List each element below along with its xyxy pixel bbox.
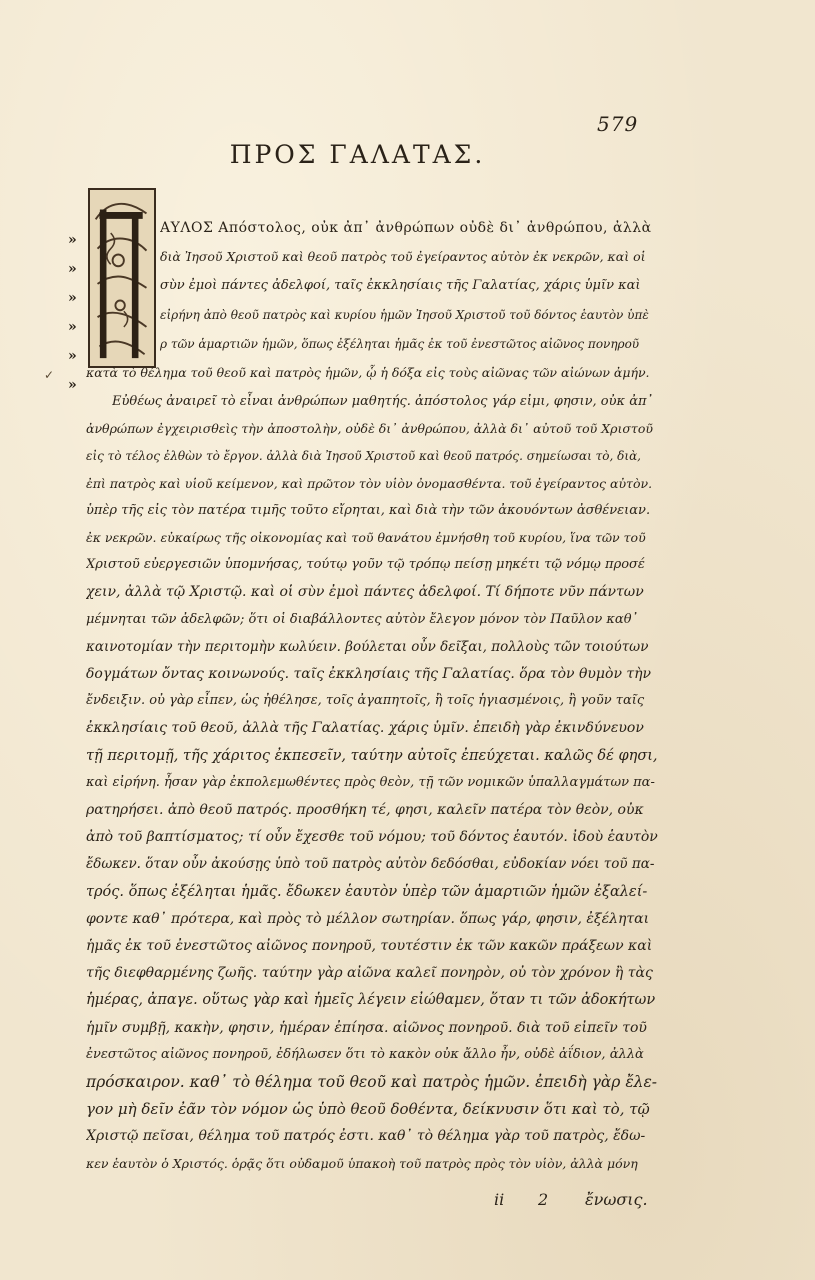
text-line: κατὰ τὸ θέλημα τοῦ θεοῦ καὶ πατρὸς ἡμῶν, ᾧ ἡ δόξα εἰς τοὺς αἰῶνας τῶν αἰώνων ἀμήν. [86,365,650,380]
text-line: ΑΥΛΟΣ Απόστολος, οὐκ ἀπ᾽ ἀνθρώπων οὐδὲ δι᾽ ἀνθρώπου, ἀλλὰ [160,220,652,236]
text-line: ἀνθρώπων ἐγχειρισθεὶς τὴν ἀποστολὴν, οὐδὲ δι᾽ ἀνθρώπου, ἀλλὰ δι᾽ αὐτοῦ τοῦ Χριστοῦ [86,421,653,437]
catchword: ἔνωσις. [585,1190,648,1209]
text-line: μέμνηται τῶν ἀδελφῶν; ὅτι οἱ διαβάλλοντες αὐτὸν ἔλεγον μόνον τὸν Παῦλον καθ᾽ [86,611,639,627]
text-line: ὑπὲρ τῆς εἰς τὸν πατέρα τιμῆς τοῦτο εἴρηται, καὶ διὰ τὴν τῶν ἀκουόντων ἀσθένειαν. [86,502,651,518]
text-line: τῇ περιτομῇ, τῆς χάριτος ἐκπεσεῖν, ταύτην αὐτοῖς ἐπεύχεται. καλῶς δέ φησι, [86,747,658,764]
text-line: τρός. ὅπως ἐξέληται ἡμᾶς. ἔδωκεν ἑαυτὸν ὑπὲρ τῶν ἁμαρτιῶν ἡμῶν ἐξαλεί- [86,883,648,900]
text-line: εἰρήνη ἀπὸ θεοῦ πατρὸς καὶ κυρίου ἡμῶν Ἰησοῦ Χριστοῦ τοῦ δόντος ἑαυτὸν ὑπὲ [160,308,649,322]
text-line: ἡμῖν συμβῇ, κακὴν, φησιν, ἡμέραν ἐπίησα. αἰῶνος πονηροῦ. διὰ τοῦ εἰπεῖν τοῦ [86,1019,647,1036]
text-line: ἐνεστῶτος αἰῶνος πονηροῦ, ἐδήλωσεν ὅτι τὸ κακὸν οὐκ ἄλλο ἦν, οὐδὲ ἀΐδιον, ἀλλὰ [86,1046,644,1062]
text-line: δογμάτων ὄντας κοινωνούς. ταῖς ἐκκλησίαις τῆς Γαλατίας. ὅρα τὸν θυμὸν τὴν [86,666,652,682]
text-line: φοντε καθ᾽ πρότερα, καὶ πρὸς τὸ μέλλον σωτηρίαν. ὅπως γάρ, φησιν, ἐξέληται [86,910,650,927]
text-line: Εὐθέως ἀναιρεῖ τὸ εἶναι ἀνθρώπων μαθητής. ἀπόστολος γάρ εἰμι, φησιν, οὐκ ἀπ᾽ [112,394,654,409]
text-line: ἡμέρας, ἀπαγε. οὕτως γὰρ καὶ ἡμεῖς λέγειν εἰώθαμεν, ὅταν τι τῶν ἀδοκήτων [86,992,656,1009]
text-line: σὺν ἐμοὶ πάντες ἀδελφοί, ταῖς ἐκκλησίαις τῆς Γαλατίας, χάρις ὑμῖν καὶ [160,278,641,293]
text-line: γον μὴ δεῖν ἐᾶν τὸν νόμον ὡς ὑπὸ θεοῦ δοθέντα, δείκνυσιν ὅτι καὶ τὸ, τῷ [86,1100,650,1119]
text-line: ἐκκλησίαις τοῦ θεοῦ, ἀλλὰ τῆς Γαλατίας. χάρις ὑμῖν. ἐπειδὴ γὰρ ἐκινδύνευον [86,720,644,737]
quote-mark: » [68,348,77,364]
ornamental-initial-pi-icon [90,190,154,366]
text-line: ἔδωκεν. ὅταν οὖν ἀκούσῃς ὑπὸ τοῦ πατρὸς αὐτὸν δεδόσθαι, εὐδοκίαν νόει τοῦ πα- [86,856,655,873]
text-line: Χριστῷ πεῖσαι, θέλημα τοῦ πατρός ἐστι. καθ᾽ τὸ θέλημα γὰρ τοῦ πατρὸς, ἔδω- [86,1128,646,1145]
page-number: 579 [597,112,639,136]
ink-mark: ✓ [44,368,55,382]
signature-number: ii [494,1190,505,1209]
text-line: ἐκ νεκρῶν. εὐκαίρως τῆς οἰκονομίας καὶ τοῦ θανάτου ἐμνήσθη τοῦ κυρίου, ἵνα τῶν τοῦ [86,530,646,545]
quote-mark: » [68,261,77,277]
page-title: ΠΡΟΣ ΓΑΛΑΤΑΣ. [229,140,486,169]
quote-mark: » [68,232,77,248]
text-line: διὰ Ἰησοῦ Χριστοῦ καὶ θεοῦ πατρὸς τοῦ ἐγείραντος αὐτὸν ἐκ νεκρῶν, καὶ οἱ [160,249,646,264]
text-line: τῆς διεφθαρμένης ζωῆς. ταύτην γὰρ αἰῶνα καλεῖ πονηρὸν, οὐ τὸν χρόνον ἢ τὰς [86,965,653,982]
quote-mark: » [68,290,77,306]
marginal-quote-marks [68,226,88,400]
text-line: κεν ἑαυτὸν ὁ Χριστός. ὁρᾷς ὅτι οὐδαμοῦ ὑπακοὴ τοῦ πατρὸς πρὸς τὸν υἱὸν, ἀλλὰ μόνη [86,1155,638,1171]
text-line: ρατηρήσει. ἀπὸ θεοῦ πατρός. προσθήκη τέ, φησι, καλεῖν πατέρα τὸν θεὸν, οὐκ [86,802,644,818]
text-line: ρ τῶν ἁμαρτιῶν ἡμῶν, ὅπως ἐξέληται ἡμᾶς ἐκ τοῦ ἐνεστῶτος αἰῶνος πονηροῦ [160,337,640,351]
quote-mark: » [68,377,77,393]
text-line: εἰς τὸ τέλος ἐλθὼν τὸ ἔργον. ἀλλὰ διὰ Ἰησοῦ Χριστοῦ καὶ θεοῦ πατρός. σημείωσαι τὸ, διὰ, [86,449,641,464]
text-line: ἀπὸ τοῦ βαπτίσματος; τί οὖν ἔχεσθε τοῦ νόμου; τοῦ δόντος ἑαυτόν. ἰδοὺ ἑαυτὸν [86,829,658,846]
text-line: καινοτομίαν τὴν περιτομὴν κωλύειν. βούλεται οὖν δεῖξαι, πολλοὺς τῶν τοιούτων [86,638,649,655]
text-line: Χριστοῦ εὐεργεσιῶν ὑπομνήσας, τούτῳ γοῦν τῷ τρόπῳ πείσῃ μηκέτι τῷ νόμῳ προσέ [86,557,645,573]
text-line: χειν, ἀλλὰ τῷ Χριστῷ. καὶ οἱ σὺν ἐμοὶ πάντες ἀδελφοί. Τί δήποτε νῦν πάντων [86,584,644,601]
text-line: καὶ εἰρήνη. ἦσαν γὰρ ἐκπολεμωθέντες πρὸς θεὸν, τῇ τῶν νομικῶν ὑπαλλαγμάτων πα- [86,774,655,790]
text-line: πρόσκαιρον. καθ᾽ τὸ θέλημα τοῦ θεοῦ καὶ πατρὸς ἡμῶν. ἐπειδὴ γὰρ ἔλε- [86,1073,658,1091]
text-line: ἡμᾶς ἐκ τοῦ ἐνεστῶτος αἰῶνος πονηροῦ, τουτέστιν ἐκ τῶν κακῶν πράξεων καὶ [86,938,653,954]
text-line: ἐπὶ πατρὸς καὶ υἱοῦ κείμενον, καὶ πρῶτον τὸν υἱὸν ὀνομασθέντα. τοῦ ἐγείραντος αὐτὸν. [86,475,653,491]
ornamental-initial-pi [88,188,156,368]
text-line: ἔνδειξιν. οὐ γὰρ εἶπεν, ὡς ἠθέλησε, τοῖς ἀγαπητοῖς, ἢ τοῖς ἡγιασμένοις, ἢ γοῦν ταῖς [86,693,645,709]
quote-mark: » [68,319,77,335]
signature-letter: 2 [538,1190,549,1209]
